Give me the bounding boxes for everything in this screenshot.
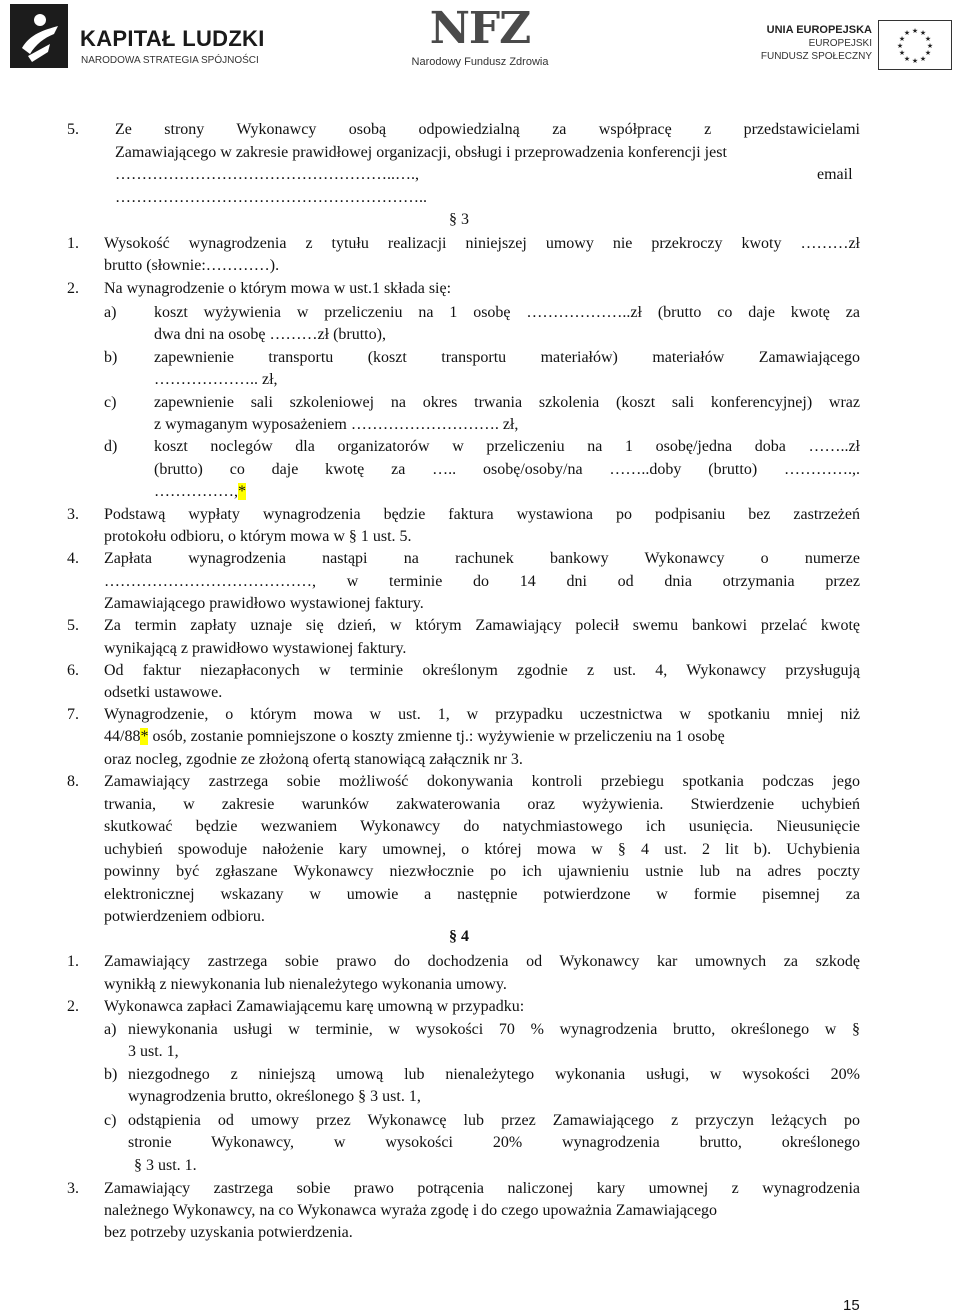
item-text-line: dwa dni na osobę ………zł (brutto), (154, 326, 386, 343)
svg-text:★: ★ (924, 49, 932, 57)
item-text-line: 3 ust. 1, (128, 1043, 179, 1060)
dots-text: ……………, (154, 483, 238, 500)
kapital-ludzki-subtitle: NARODOWA STRATEGIA SPÓJNOŚCI (81, 55, 259, 66)
item-text-line: uchybień spowoduje nałożenie kary umownej, o której mowa w § 4 ust. 2 lit b). Uchybienia (104, 841, 860, 858)
item-text-line: odstąpienia od umowy przez Wykonawcę lub przez Zamawiającego z przyczyn leżących po (128, 1112, 860, 1129)
item-text-line: koszt noclegów dla organizatorów w przeliczeniu na 1 osobę/jedna doba ……..zł (154, 438, 860, 455)
item-text-line: skutkować będzie wezwaniem Wykonawcy do natychmiastowego ich usunięcia. Nieusunięcie (104, 818, 860, 835)
item-text-line: należnego Wykonawcy, na co Wykonawca wyraża zgodę i do czego upoważnia Zamawiającego (104, 1202, 718, 1219)
item-number: 2. (67, 998, 79, 1015)
item-text-line: oraz nocleg, zgodnie ze złożoną ofertą stanowiącą załącznik nr 3. (104, 751, 523, 768)
svg-text:★: ★ (903, 29, 911, 37)
item-text-line: Wysokość wynagrodzenia z tytułu realizacji niniejszej umowy nie przekroczy kwoty ………zł (104, 235, 860, 252)
item-text-line: …………………………………, w terminie do 14 dni od dnia otrzymania przez (104, 573, 860, 590)
item-text-line: Na wynagrodzenie o którym mowa w ust.1 składa się: (104, 280, 452, 297)
item-text-line: niewykonania usługi w terminie, w wysokości 70 % wynagrodzenia brutto, określonego w § (128, 1021, 860, 1038)
item-text-line: ………………………………………………….. (115, 189, 427, 206)
eu-line-3: FUNDUSZ SPOŁECZNY (760, 51, 872, 62)
item-text-line: ……………………………………………..…., (115, 166, 419, 183)
highlight-star: * (238, 483, 246, 500)
page-number: 15 (843, 1297, 860, 1314)
sub-item-letter: b) (104, 349, 118, 366)
item-text-line: koszt wyżywienia w przeliczeniu na 1 osobę ………………..zł (brutto co daje kwotę za (154, 304, 860, 321)
nfz-mark: NFZ (429, 3, 531, 54)
item-number: 1. (67, 953, 79, 970)
item-text-line: odsetki ustawowe. (104, 684, 223, 701)
svg-text:★: ★ (911, 57, 919, 65)
item-text-line: Zapłata wynagrodzenia nastąpi na rachunek bankowy Wykonawcy o numerze (104, 550, 860, 567)
item-text-line: Za termin zapłaty uznaje się dzień, w którym Zamawiający polecił swemu bankowi przelać kwotę (104, 617, 860, 634)
highlight-star: * (140, 728, 149, 745)
sub-item-letter: b) (104, 1066, 118, 1083)
item-text-line: Zamawiającego prawidłowo wystawionej faktury. (104, 595, 424, 612)
item-text-line: elektronicznej wskazany w umowie a następnie potwierdzone w formie pisemnej za (104, 886, 860, 903)
item-text-line: protokołu odbioru, o którym mowa w § 1 ust. 5. (104, 528, 412, 545)
item-number: 4. (67, 550, 79, 567)
item-text-line: trwania, w zakresie warunków zakwaterowania oraz wyżywienia. Stwierdzenie uchybień (104, 796, 860, 813)
eu-line-2: EUROPEJSKI (808, 38, 872, 49)
item-text-line: email (817, 166, 853, 183)
item-number: 6. (67, 662, 79, 679)
kapital-ludzki-title: KAPITAŁ LUDZKI (80, 26, 265, 51)
item-text-line: Wynagrodzenie, o którym mowa w ust. 1, w przypadku uczestnictwa w spotkaniu mniej niż (104, 706, 860, 723)
item-number: 5. (67, 121, 79, 138)
svg-text:★: ★ (926, 42, 934, 50)
item-text-line: zapewnienie transportu (koszt transportu materiałów) materiałów Zamawiającego (154, 349, 860, 366)
item-text-line: Podstawą wypłaty wynagrodzenia będzie faktura wystawiona po podpisaniu bez zastrzeżeń (104, 506, 860, 523)
svg-text:★: ★ (911, 27, 919, 35)
svg-text:★: ★ (903, 55, 911, 63)
item-text-line: wynikłą z niewykonania lub nienależytego wykonania umowy. (104, 976, 507, 993)
item-text-line: powinny być zgłaszane Wykonawcy niezwłocznie po ich ujawnieniu ustnie lub na adres poczty (104, 863, 860, 880)
eu-line-1: UNIA EUROPEJSKA (766, 24, 872, 36)
item-number: 2. (67, 280, 79, 297)
item-text-line: brutto (słownie:…………). (104, 257, 280, 274)
participants-count: 44/88 (104, 728, 141, 745)
sub-item-letter: a) (104, 304, 117, 321)
item-text-line: Zamawiający zastrzega sobie możliwość dokonywania kontroli przebiegu spotkania podczas jego (104, 773, 860, 790)
item-text-line: bez potrzeby uzyskania potwierdzenia. (104, 1224, 353, 1241)
item-text-line: Zamawiający zastrzega sobie prawo potrącenia naliczonej kary umownej z wynagrodzenia (104, 1180, 860, 1197)
item-text-line: Wykonawca zapłaci Zamawiającemu karę umowną w przypadku: (104, 998, 525, 1015)
item-text-line: Zamawiający zastrzega sobie prawo do dochodzenia od Wykonawcy kar umownych za szkodę (104, 953, 860, 970)
item-text-line: niezgodnego z niniejszą umową lub nienależytego wykonania usługi, w wysokości 20% (128, 1066, 860, 1083)
svg-text:★: ★ (898, 35, 906, 43)
item-number: 3. (67, 506, 79, 523)
item-number: 3. (67, 1180, 79, 1197)
item-text-line: (brutto) co daje kwotę za ….. osobę/osoby/na ……..doby (brutto) ………….,. (154, 461, 860, 478)
item-text-line (154, 483, 246, 501)
item-number: 8. (67, 773, 79, 790)
item-text-line: stronie Wykonawcy, w wysokości 20% wynagrodzenia brutto, określonego (128, 1134, 860, 1151)
svg-text:★: ★ (898, 49, 906, 57)
section-heading-3: § 3 (449, 211, 469, 228)
item-text-line: zapewnienie sali szkoleniowej na okres trwania szkolenia (koszt sali konferencyjnej) wraz (154, 394, 860, 411)
item-text-line: Zamawiającego w zakresie prawidłowej organizacji, obsługi i przeprowadzenia konferencji jest (115, 144, 727, 161)
svg-text:★: ★ (919, 55, 927, 63)
svg-text:★: ★ (919, 29, 927, 37)
section-heading-4: § 4 (449, 928, 469, 945)
item-text-line: z wymaganym wyposażeniem ………………………. zł, (154, 416, 519, 433)
item-text: osób, zostanie pomniejszone o koszty zmienne tj.: wyżywienie w przeliczeniu na 1 osobę (148, 728, 725, 745)
svg-text:★: ★ (896, 42, 904, 50)
item-text-line: ……………….. zł, (154, 371, 278, 388)
item-text-line: potwierdzeniem odbioru. (104, 908, 265, 925)
item-text-line (104, 728, 725, 746)
item-text-line: wynagrodzenia brutto, określonego § 3 ust. 1, (128, 1088, 421, 1105)
nfz-name: Narodowy Fundusz Zdrowia (411, 56, 549, 68)
sub-item-letter: d) (104, 438, 118, 455)
item-text-line: wynikającą z prawidłowo wystawionej faktury. (104, 640, 407, 657)
sub-item-letter: c) (104, 1112, 117, 1129)
item-text-line: Od faktur niezapłaconych w terminie określonym zgodnie z ust. 4, Wykonawcy przysługują (104, 662, 860, 679)
sub-item-letter: c) (104, 394, 117, 411)
item-number: 5. (67, 617, 79, 634)
item-text-line: § 3 ust. 1. (134, 1157, 197, 1174)
sub-item-letter: a) (104, 1021, 117, 1038)
svg-text:★: ★ (924, 35, 932, 43)
item-number: 7. (67, 706, 79, 723)
item-number: 1. (67, 235, 79, 252)
item-text-line: Ze strony Wykonawcy osobą odpowiedzialną za współpracę z przedstawicielami (115, 121, 860, 138)
